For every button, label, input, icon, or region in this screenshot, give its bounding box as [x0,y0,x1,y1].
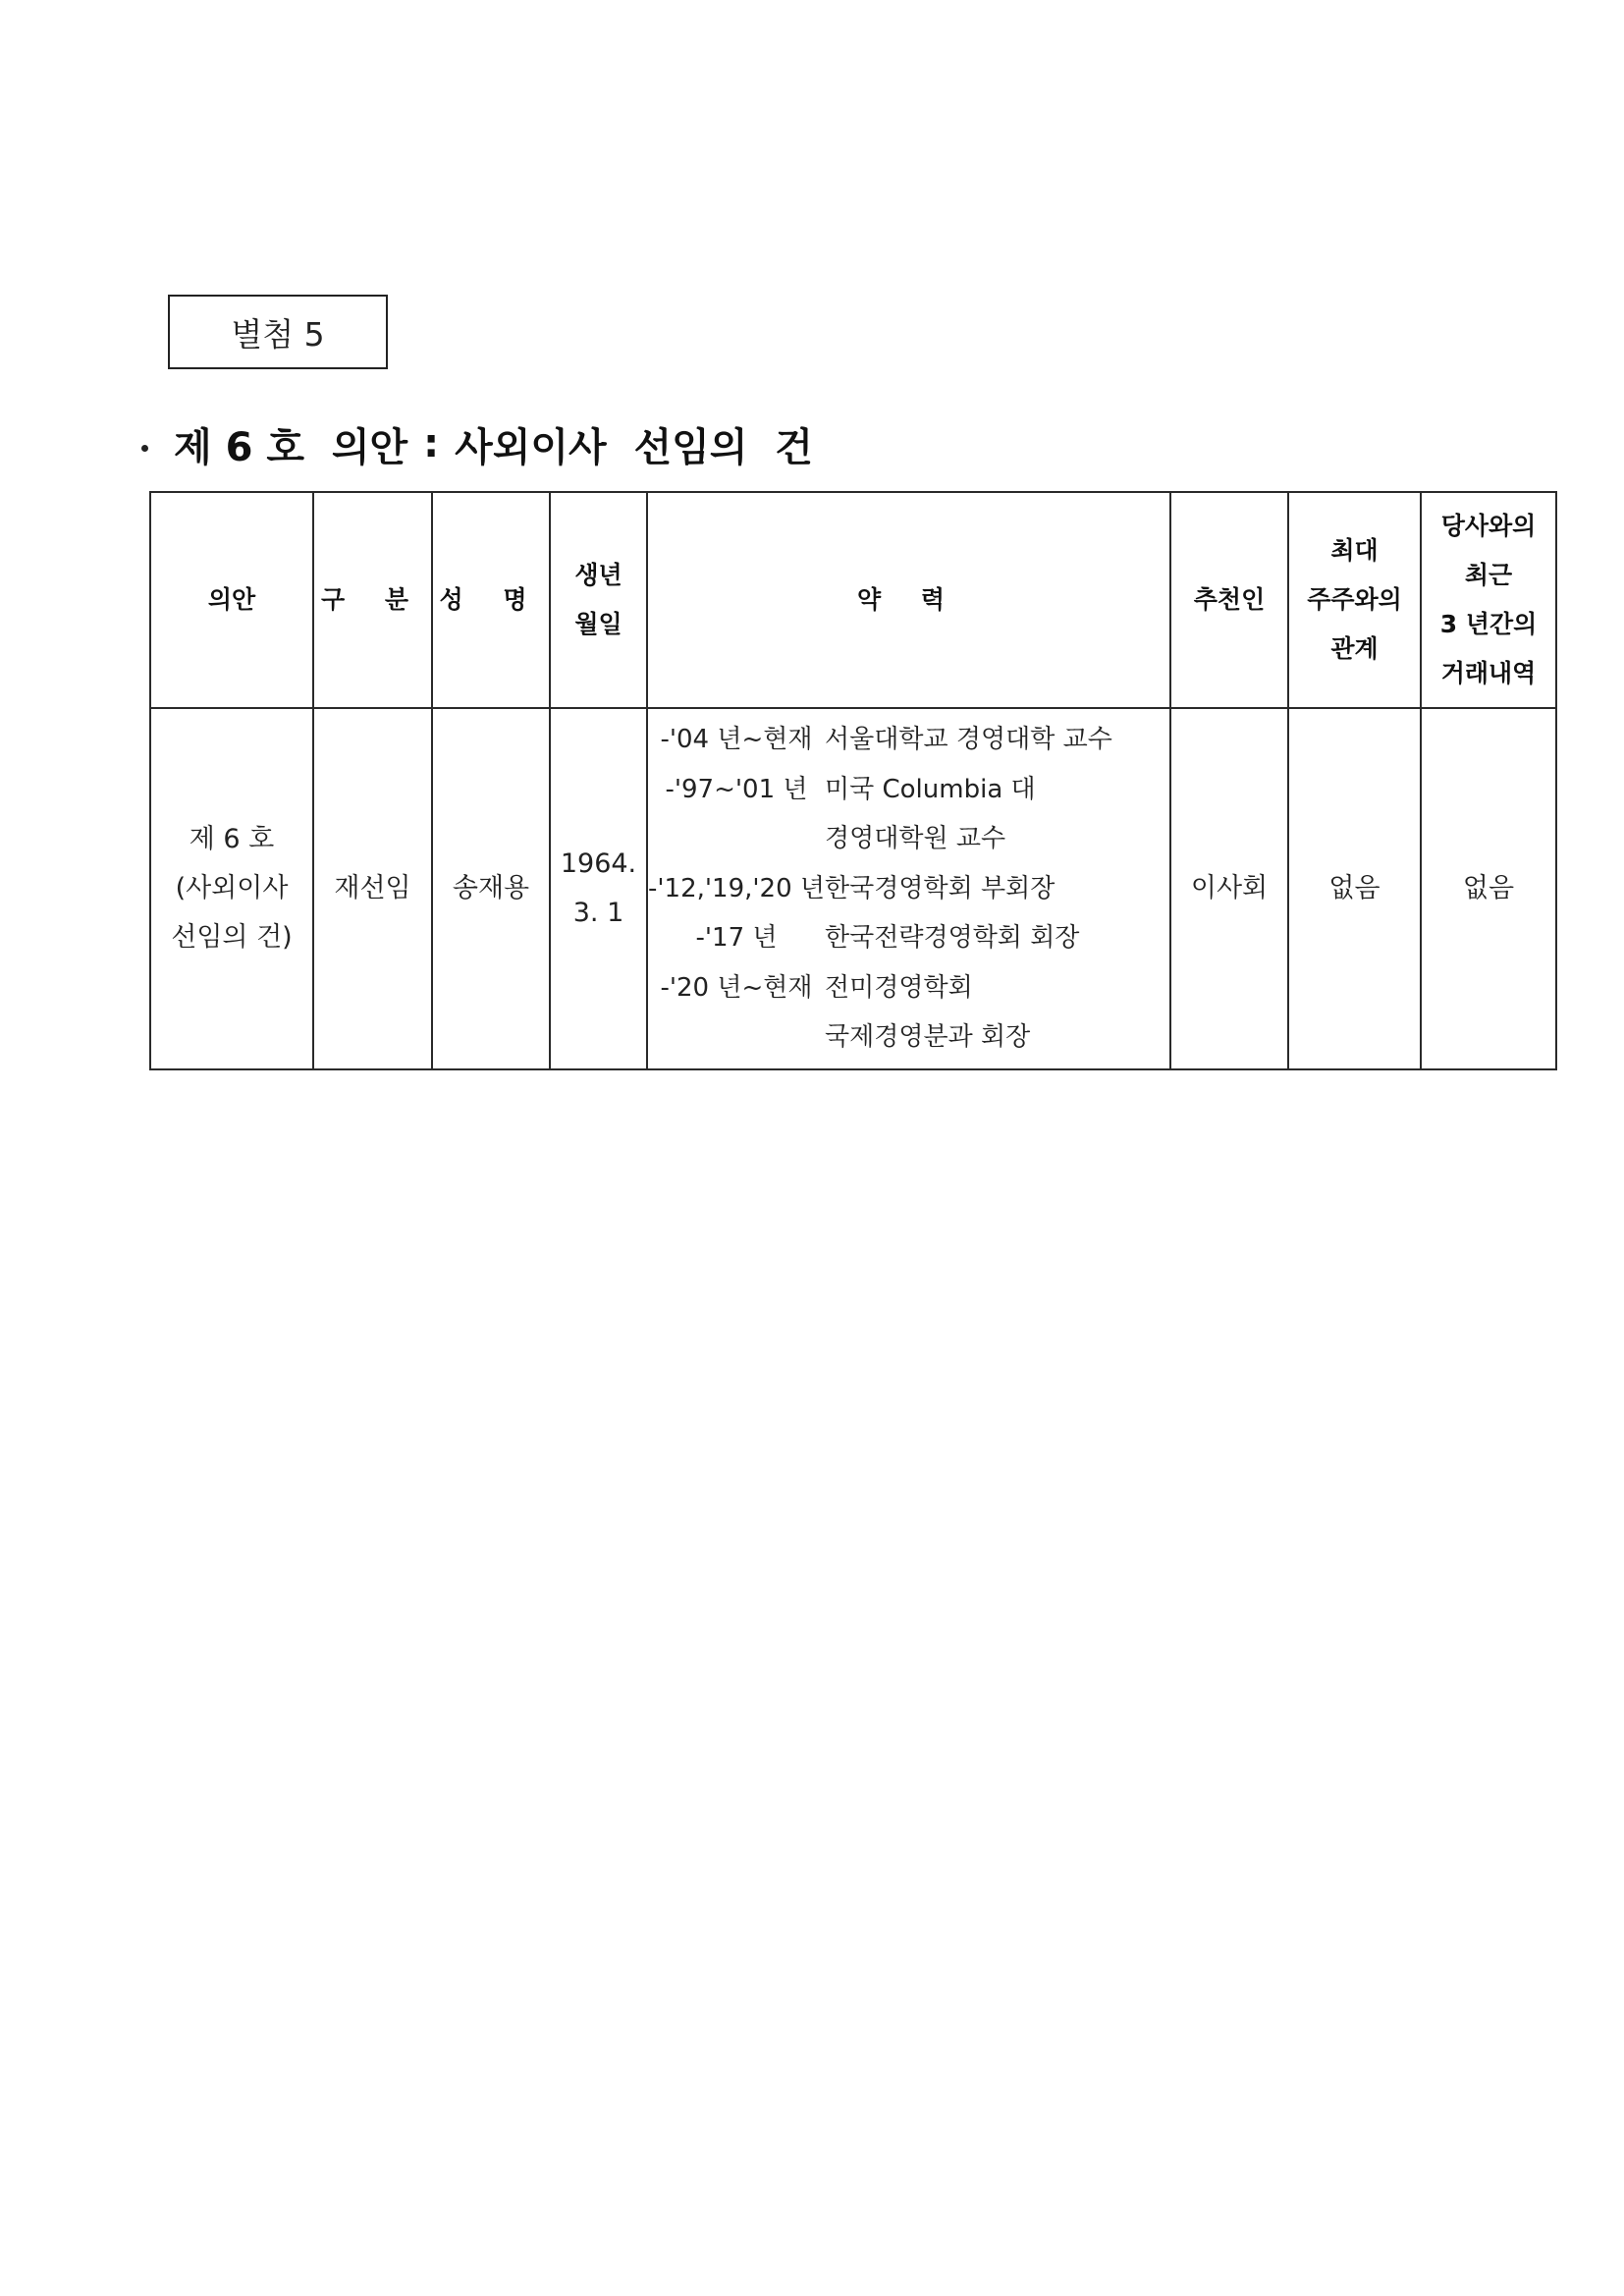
nominee-table [149,491,1557,1070]
cell-relation: 없음 [1288,708,1421,1069]
cell-agenda: 제 6 호 (사외이사 선임의 건) [150,708,313,1069]
cell-name: 송재용 [432,708,550,1069]
agenda-number: 제 6 호 의안 [174,424,408,470]
career-line: -'97~'01 년 미국 Columbia 대 [665,774,1036,804]
header-name: 성 명 [432,492,550,708]
agenda-title [141,414,813,473]
header-career: 약 력 [647,492,1170,708]
career-line: -'04 년~현재 서울대학교 경영대학 교수 [660,725,1112,755]
career-line: -'12,'19,'20 년 한국경영학회 부회장 [648,873,1056,903]
header-recommender: 추천인 [1170,492,1288,708]
career-line: 경영대학원 교수 [825,824,1006,854]
header-category: 구 분 [313,492,432,708]
header-transactions: 당사와의 최근 3 년간의 거래내역 [1421,492,1556,708]
career-line: 국제경영분과 회장 [825,1022,1031,1053]
career-line: -'20 년~현재 전미경영학회 [660,972,973,1003]
bullet-dot [141,445,148,452]
cell-category: 재선임 [313,708,432,1069]
attachment-label: 별첨 5 [168,295,388,369]
agenda-subject: 사외이사 선임의 건 [455,424,813,470]
table-header-row [150,492,1556,708]
header-birth: 생년 월일 [550,492,647,708]
cell-transactions: 없음 [1421,708,1556,1069]
cell-career [647,708,1170,1069]
header-agenda: 의안 [150,492,313,708]
cell-birth: 1964. 3. 1 [550,708,647,1069]
cell-recommender: 이사회 [1170,708,1288,1069]
career-line: -'17 년 한국전략경영학회 회장 [695,923,1080,954]
header-relation: 최대 주주와의 관계 [1288,492,1421,708]
table-row [150,708,1556,1069]
title-colon: : [423,421,440,466]
